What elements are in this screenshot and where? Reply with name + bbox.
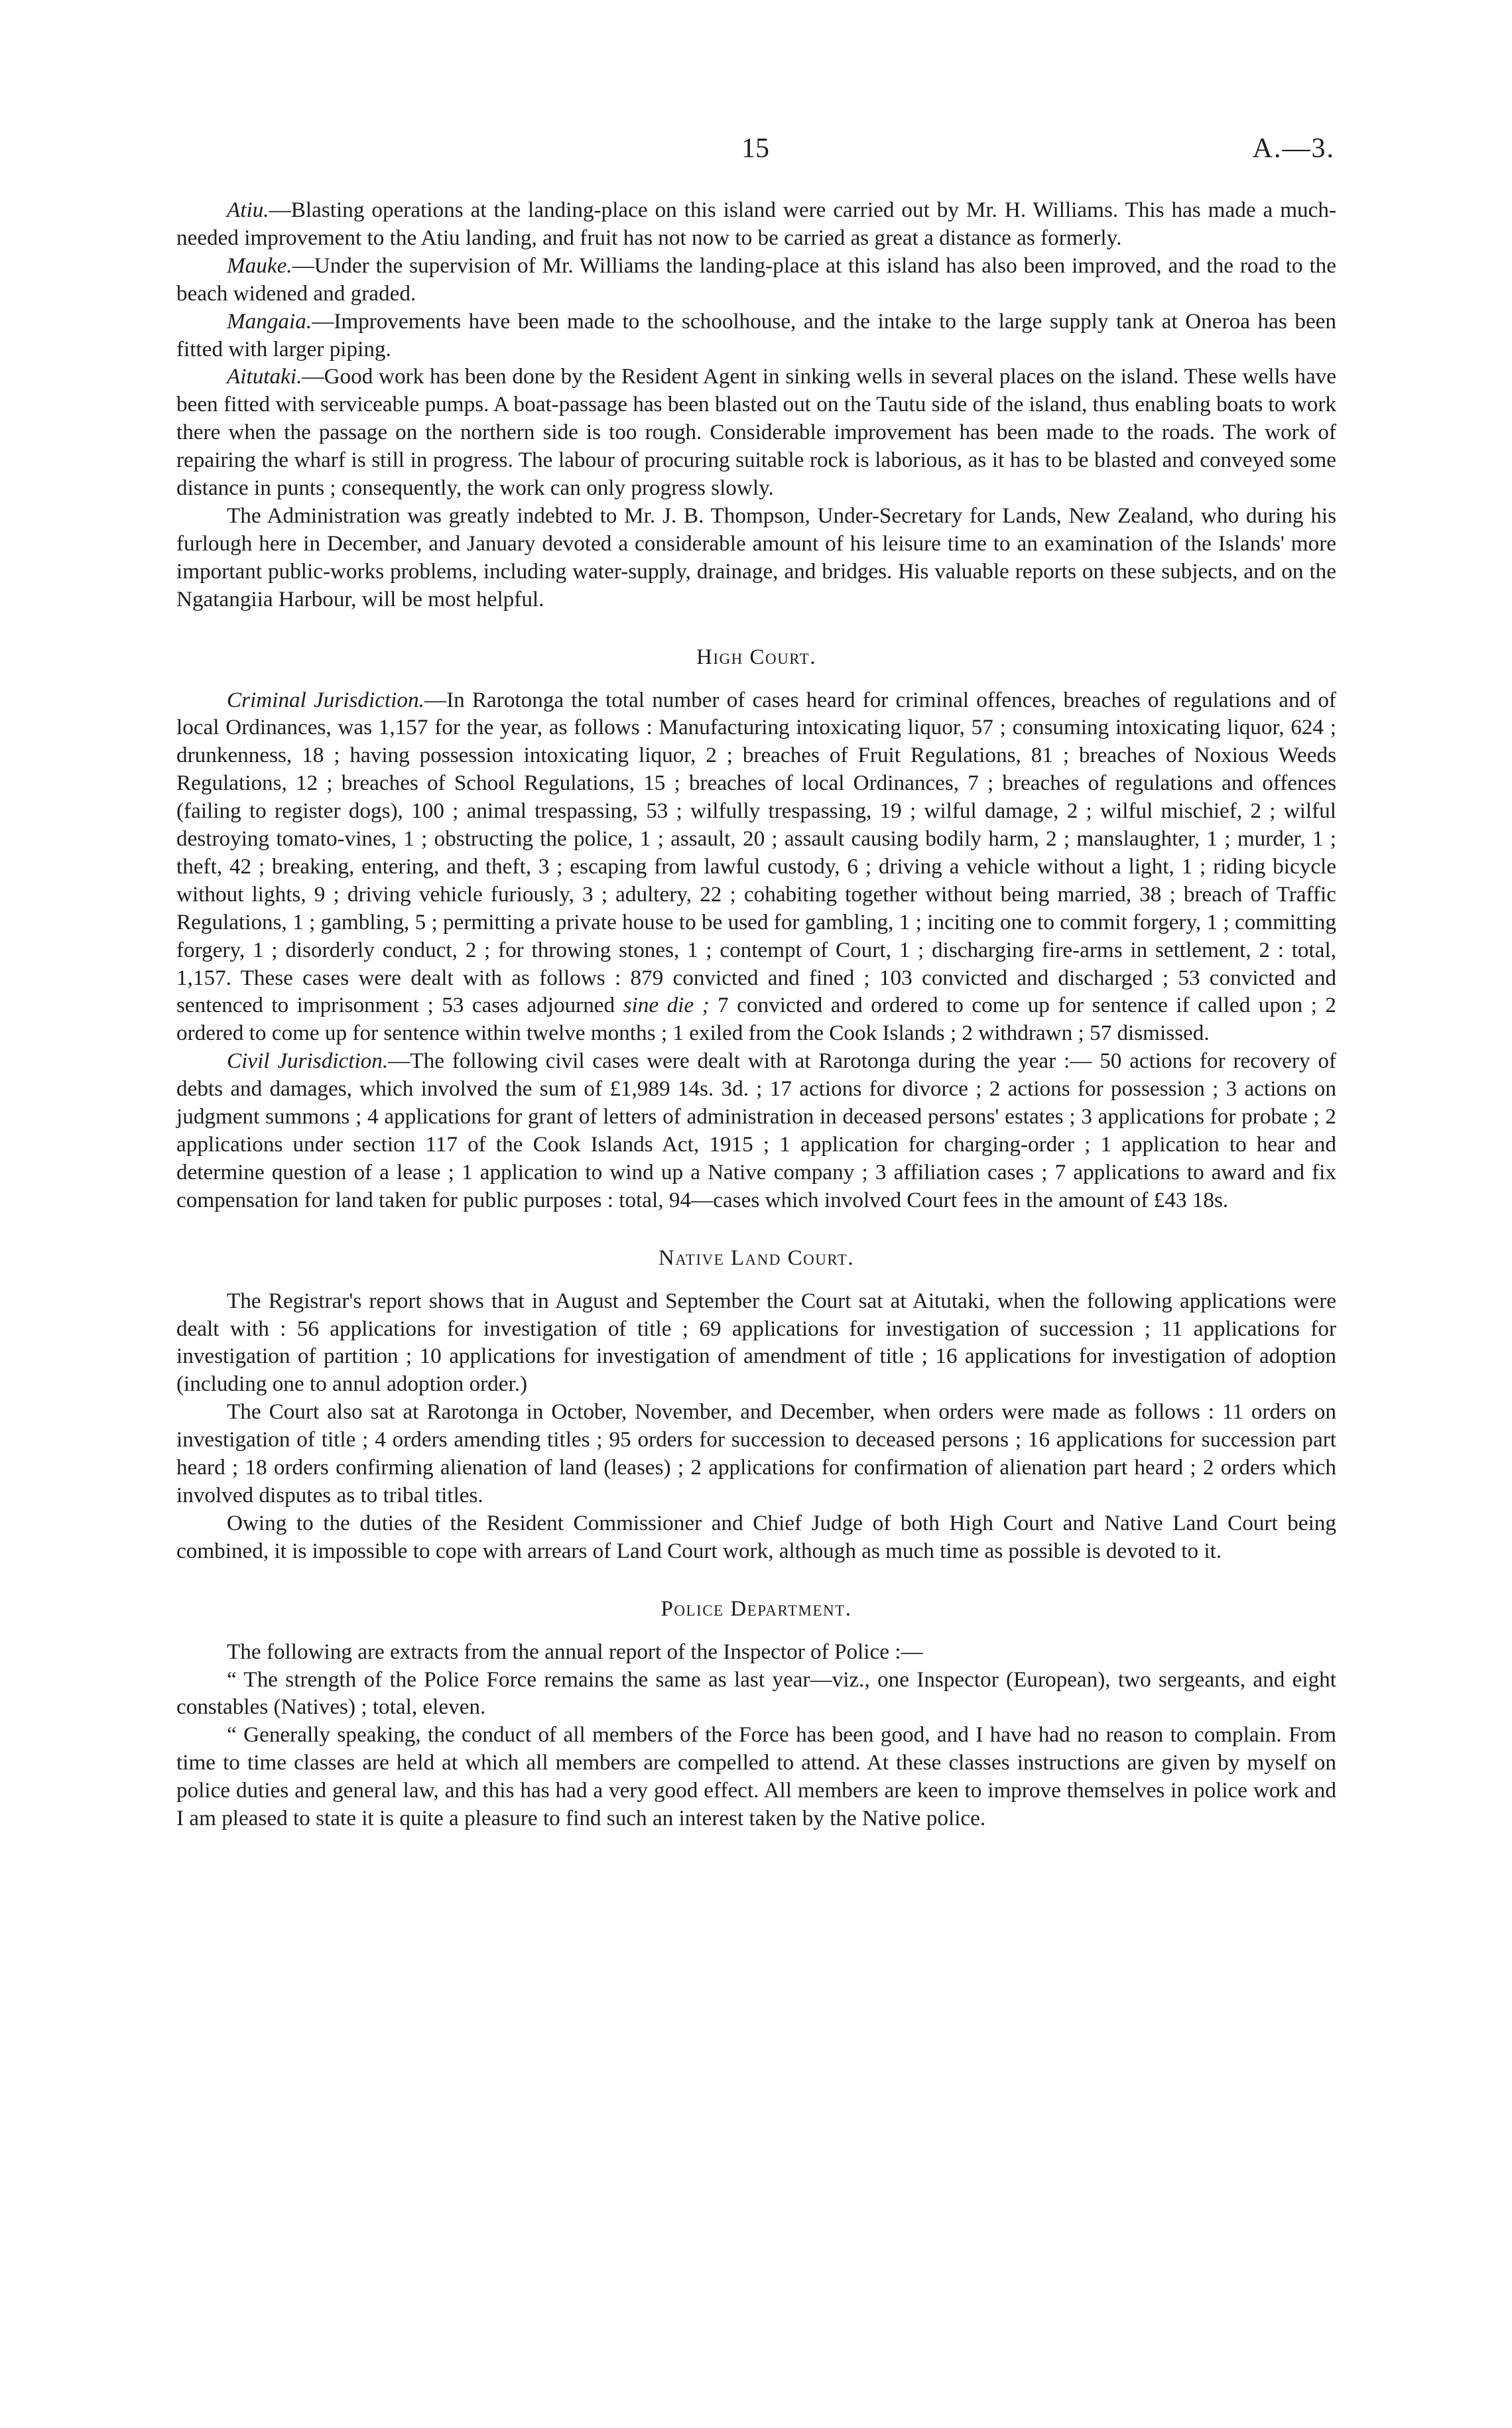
paragraph-text: —Improvements have been made to the schoolhouse, and the intake to the large supply tank at Oneroa has been fitted with larger piping. xyxy=(176,308,1336,361)
paragraph-text: 7 convicted and ordered to come up for sentence if called upon ; 2 ordered to come up for sentence within twelve months ; 1 exiled from the Cook Islands ; 2 withdrawn ; 57 dismissed. xyxy=(176,993,1336,1046)
paragraph-aitutaki xyxy=(176,363,1336,502)
paragraph-police-intro: The following are extracts from the annual report of the Inspector of Police :— xyxy=(227,1639,923,1664)
paragraph-mauke xyxy=(176,252,1336,308)
run-in-heading: Criminal Jurisdiction. xyxy=(227,687,424,712)
run-in-heading: Mangaia. xyxy=(227,308,312,334)
paragraph-police-strength: “ The strength of the Police Force remains the same as last year—viz., one Inspector (European), two sergeants, and eight constables (Natives) ; total, eleven. xyxy=(176,1667,1336,1720)
paragraph-text: —Good work has been done by the Resident Agent in sinking wells in several places on the island. These wells have been fitted with serviceable pumps. A boat-passage has been blasted out on the Tautu side of the island, thus enabling boats to work there when the passage on the northern side is too rough. Considerable improvement has been made to the roads. The work of repairing the wharf is still in progress. The labour of procuring suitable rock is laborious, as it has to be blasted and conveyed some distance in punts ; consequently, the work can only progress slowly. xyxy=(176,364,1336,501)
paragraph-land-court-rarotonga: The Court also sat at Rarotonga in October, November, and December, when orders were made as follows : 11 orders on investigation of title ; 4 orders amending titles ; 95 orders for succession to deceased persons ; 16 applications for succession part heard ; 18 orders confirming alienation of land (leases) ; 2 applications for confirmation of alienation part heard ; 2 orders which involved disputes as to tribal titles. xyxy=(176,1399,1336,1507)
paragraph-criminal-jurisdiction xyxy=(176,686,1336,1048)
document-body xyxy=(176,196,1336,1832)
run-in-heading: Mauke. xyxy=(227,253,292,278)
paragraph-text: —In Rarotonga the total number of cases heard for criminal offences, breaches of regulations and of local Ordinances, was 1,157 for the year, as follows : Manufacturing intoxicating liquor, 57 ; consuming intoxicating liquor, 624 ; drunkenness, 18 ; having possession intoxicating liquor, 2 ; breaches of Fruit Regulations, 81 ; breaches of Noxious Weeds Regulations, 12 ; breaches of School Regulations, 15 ; breaches of local Ordinances, 7 ; breaches of regulations and offences (failing to register dogs), 100 ; animal trespassing, 53 ; wilfully trespassing, 19 ; wilful damage, 2 ; wilful mischief, 2 ; wilful destroying tomato-vines, 1 ; obstructing the police, 1 ; assault, 20 ; assault causing bodily harm, 2 ; manslaughter, 1 ; murder, 1 ; theft, 42 ; breaking, entering, and theft, 3 ; escaping from lawful custody, 6 ; driving a vehicle without a light, 1 ; riding bicycle without lights, 9 ; driving vehicle furiously, 3 ; adultery, 22 ; cohabiting together without being married, 38 ; breach of Traffic Regulations, 1 ; gambling, 5 ; permitting a private house to be used for gambling, 1 ; inciting one to commit forgery, 1 ; committing forgery, 1 ; disorderly conduct, 2 ; for throwing stones, 1 ; contempt of Court, 1 ; discharging fire-arms in settlement, 2 : total, 1,157. These cases were dealt with as follows : 879 convicted and fined ; 103 convicted and discharged ; 53 convicted and sentenced to imprisonment ; 53 cases adjourned xyxy=(176,687,1336,1018)
paragraph-text: —Blasting operations at the landing-place on this island were carried out by Mr. H. Williams. This has made a much-needed improvement to the Atiu landing, and fruit has not now to be carried as great a distance as formerly. xyxy=(176,198,1336,250)
section-heading-native-land-court: Native Land Court. xyxy=(658,1246,855,1270)
document-reference: A.—3. xyxy=(1252,133,1335,164)
paragraph-police-conduct: “ Generally speaking, the conduct of all members of the Force has been good, and I have had no reason to complain. From time to time classes are held at which all members are compelled to attend. At these classes instructions are given by myself on police duties and general law, and this has had a very good effect. All members are keen to improve themselves in police work and I am pleased to state it is quite a pleasure to find such an interest taken by the Native police. xyxy=(176,1722,1336,1831)
paragraph-land-court-arrears: Owing to the duties of the Resident Commissioner and Chief Judge of both High Court and Native Land Court being combined, it is impossible to cope with arrears of Land Court work, although as much time as possible is devoted to it. xyxy=(176,1510,1336,1563)
paragraph-atiu xyxy=(176,196,1336,252)
run-in-heading: Civil Jurisdiction. xyxy=(227,1049,389,1074)
paragraph-administration xyxy=(176,502,1336,613)
paragraph-text: The Administration was greatly indebted to Mr. J. B. Thompson, Under-Secretary for Lands, New Zealand, who during his furlough here in December, and January devoted a considerable amount of his leisure time to an examination of the Islands' more important public-works problems, including water-supply, drainage, and bridges. His valuable reports on these subjects, and on the Ngatangiia Harbour, will be most helpful. xyxy=(176,503,1336,611)
paragraph-civil-jurisdiction xyxy=(176,1047,1336,1214)
paragraph-mangaia xyxy=(176,308,1336,363)
section-heading-police-department: Police Department. xyxy=(661,1596,852,1621)
paragraph-text: —Under the supervision of Mr. Williams the landing-place at this island has also been improved, and the road to the beach widened and graded. xyxy=(176,253,1336,306)
run-in-heading: Aitutaki. xyxy=(227,364,302,389)
paragraph-land-court-aitutaki: The Registrar's report shows that in August and September the Court sat at Aitutaki, when the following applications were dealt with : 56 applications for investigation of title ; 69 applications for investigation of succession ; 11 applications for investigation of partition ; 10 applications for investigation of amendment of title ; 16 applications for investigation of adoption (including one to annul adoption order.) xyxy=(176,1288,1336,1397)
paragraph-text: —The following civil cases were dealt with at Rarotonga during the year :— 50 actions for recovery of debts and damages, which involved the sum of £1,989 14s. 3d. ; 17 actions for divorce ; 2 actions for possession ; 3 actions on judgment summons ; 4 applications for grant of letters of administration in deceased persons' estates ; 3 applications for probate ; 2 applications under section 117 of the Cook Islands Act, 1915 ; 1 application for charging-order ; 1 application to hear and determine question of a lease ; 1 application to wind up a Native company ; 3 affiliation cases ; 7 applications to award and fix compensation for land taken for public purposes : total, 94—cases which involved Court fees in the amount of £43 18s. xyxy=(176,1049,1336,1212)
latin-phrase: sine die ; xyxy=(623,993,710,1018)
page-number: 15 xyxy=(741,133,769,164)
run-in-heading: Atiu. xyxy=(227,198,269,222)
section-heading-high-court: High Court. xyxy=(696,645,816,669)
